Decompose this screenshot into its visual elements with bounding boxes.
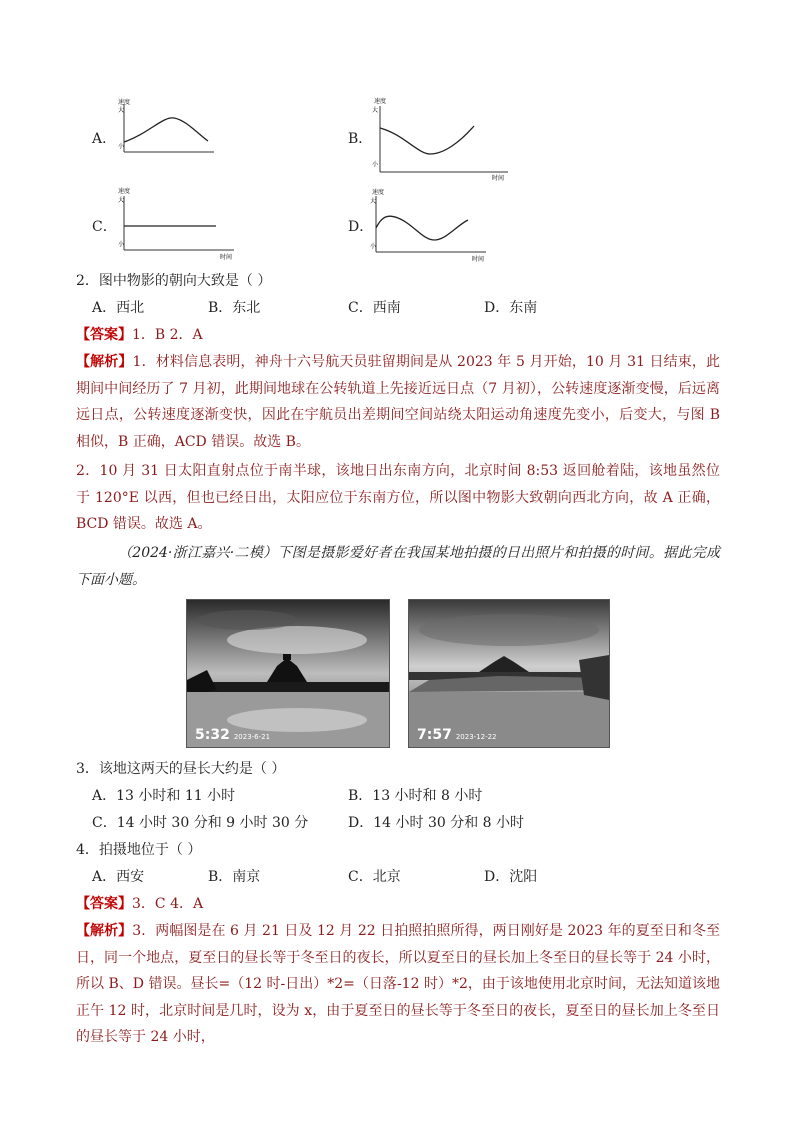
q2-option-d: D．东南 bbox=[484, 300, 538, 316]
graph-b-ylabel-top: 速度 bbox=[374, 98, 387, 105]
analysis-label: 【解析】 bbox=[76, 354, 133, 370]
photo-summer-date: 2023-6-21 bbox=[233, 733, 271, 741]
q4-option-c: C．北京 bbox=[348, 869, 401, 885]
analysis-label: 【解析】 bbox=[76, 923, 133, 939]
graph-c-ylabel-small: 小 bbox=[118, 241, 125, 248]
q3-option-d: D．14 小时 30 分和 8 小时 bbox=[348, 815, 525, 831]
graph-d-ylabel-big: 大 bbox=[370, 198, 377, 205]
q3-option-c: C．14 小时 30 分和 9 小时 30 分 bbox=[92, 815, 309, 831]
graph-b-ylabel-big: 大 bbox=[372, 107, 379, 114]
graph-a-ylabel-top: 速度 bbox=[118, 99, 131, 106]
answer-block-2 bbox=[76, 891, 203, 917]
q2-option-c: C．西南 bbox=[348, 300, 401, 316]
photo-winter-date: 2023-12-22 bbox=[455, 733, 497, 741]
analysis-1-p1 bbox=[76, 349, 720, 455]
q2-option-a: A．西北 bbox=[92, 300, 145, 316]
option-a-letter: A． bbox=[92, 131, 117, 147]
answer-label: 【答案】 bbox=[76, 327, 132, 343]
photo-winter-time: 7:57 bbox=[417, 727, 452, 743]
graph-c bbox=[116, 186, 236, 262]
photo-summer bbox=[186, 599, 390, 748]
q4-option-d: D．沈阳 bbox=[484, 869, 538, 885]
graph-b bbox=[368, 94, 513, 182]
analysis-1-p1-text: 1．材料信息表明，神舟十六号航天员驻留期间是从 2023 年 5 月开始，10 月 31 日结束，此期间中间经历了 7 月初，此期间地球在公转轨道上先接近远日点（7 月初），公转速度逐渐变慢，后远离远日点，公转速度逐渐变快，因此在宇航员出差期间空间站绕太阳运动角速度先变小，后变大，与图 B 相似，B 正确，ACD 错误。故选 B。 bbox=[76, 354, 720, 450]
q4-stem: 4．拍摄地位于（ ） bbox=[76, 842, 202, 858]
q2-option-b: B．东北 bbox=[208, 300, 261, 316]
graph-d-ylabel-small: 小 bbox=[370, 243, 377, 250]
graph-d-xlabel: 时间 bbox=[472, 256, 485, 263]
photo-winter bbox=[408, 599, 610, 748]
q3-option-b: B．13 小时和 8 小时 bbox=[348, 788, 483, 804]
graph-b-xlabel: 时间 bbox=[492, 175, 505, 182]
q4-option-a: A．西安 bbox=[92, 869, 145, 885]
graph-c-ylabel-big: 大 bbox=[118, 197, 125, 204]
graph-a bbox=[118, 96, 218, 156]
photo-summer-timestamp bbox=[195, 724, 270, 743]
graph-b-ylabel-small: 小 bbox=[372, 161, 379, 168]
answer-text: 1．B 2．A bbox=[132, 327, 203, 343]
graph-d-ylabel-top: 速度 bbox=[372, 189, 385, 196]
graph-c-ylabel-top: 速度 bbox=[118, 188, 131, 195]
q4-option-b: B．南京 bbox=[208, 869, 261, 885]
graph-c-xlabel: 时间 bbox=[220, 254, 233, 261]
option-d-letter: D． bbox=[348, 219, 374, 235]
option-c-letter: C． bbox=[92, 219, 117, 235]
answer-block-1 bbox=[76, 322, 203, 348]
graph-a-ylabel-big: 大 bbox=[118, 107, 125, 114]
photo-summer-time: 5:32 bbox=[195, 727, 230, 743]
q3-stem: 3．该地这两天的昼长大约是（ ） bbox=[76, 761, 286, 777]
graph-d bbox=[368, 186, 490, 264]
answer-text: 3．C 4．A bbox=[132, 896, 204, 912]
answer-label: 【答案】 bbox=[76, 896, 132, 912]
analysis-1-p2: 2．10 月 31 日太阳直射点位于南半球，该地日出东南方向，北京时间 8:53 返回舱着陆，该地虽然位于 120°E 以西，但也已经日出，太阳应位于东南方位，所以图中物影大致朝向西北方向，故 A 正确，BCD 错误。故选 A。 bbox=[76, 463, 720, 532]
intro-text: （2024·浙江嘉兴·二模）下图是摄影爱好者在我国某地拍摄的日出照片和拍摄的时间。据此完成下面小题。 bbox=[76, 545, 720, 588]
photo-winter-timestamp bbox=[417, 724, 497, 743]
q2-stem: 2．图中物影的朝向大致是（ ） bbox=[76, 273, 272, 289]
analysis-2-p1-text: 3．两幅图是在 6 月 21 日及 12 月 22 日拍照拍照所得，两日刚好是 2023 年的夏至日和冬至日，同一个地点，夏至日的昼长等于冬至日的夜长，所以夏至日的昼长加上冬至日的昼长等于 24 小时，所以 B、D 错误。昼长=（12 时-日出）*2=（日落-12 时）*2，由于该地使用北京时间，无法知道该地正午 12 时，北京时间是几时，设为 x，由于夏至日的昼长等于冬至日的夜长，夏至日的昼长加上冬至日的昼长等于 24 小时， bbox=[76, 923, 720, 1045]
q3-option-a: A．13 小时和 11 小时 bbox=[92, 788, 236, 804]
option-b-letter: B． bbox=[348, 131, 373, 147]
analysis-2-p1 bbox=[76, 918, 720, 1051]
graph-a-ylabel-small: 小 bbox=[118, 143, 125, 150]
